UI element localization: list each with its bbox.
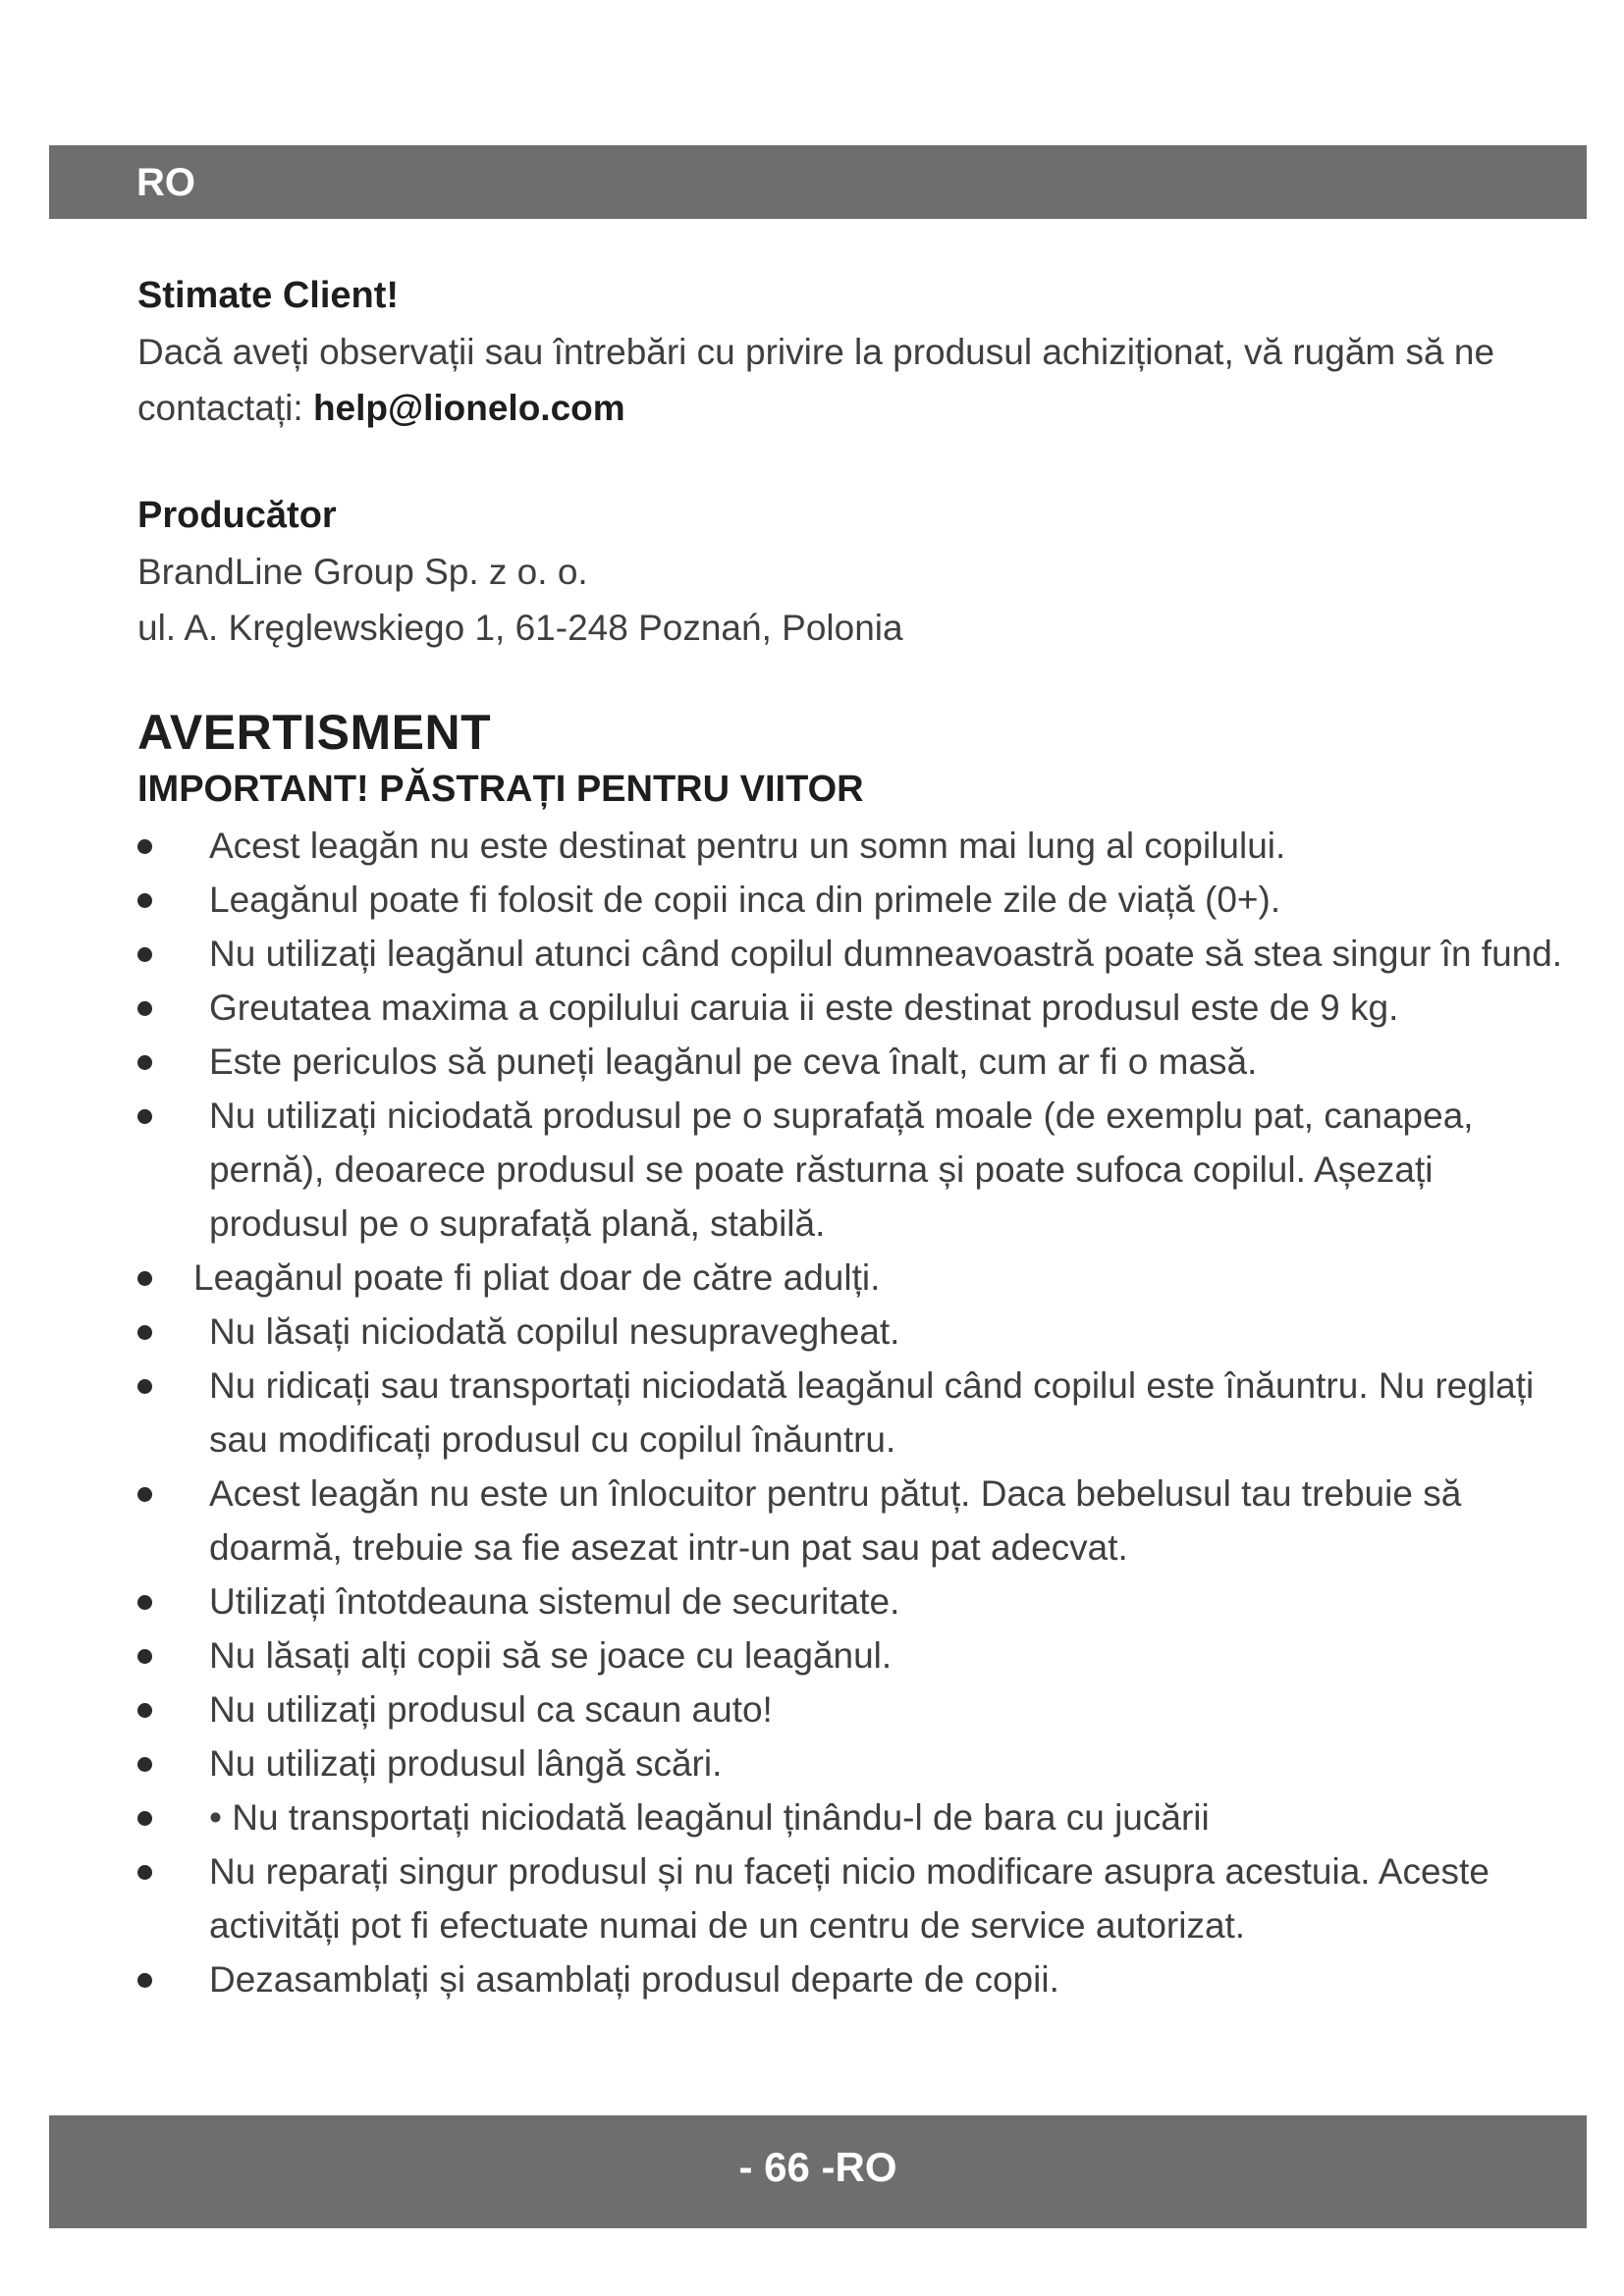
page-number: - 66 -RO — [738, 2144, 897, 2190]
bullet-icon — [137, 1271, 152, 1286]
support-email-link[interactable]: help@lionelo.com — [312, 388, 625, 428]
greeting-body: Dacă aveți observații sau întrebări cu privire la produsul achiziționat, vă rugăm să ne contactați: — [137, 332, 1495, 428]
warning-title: AVERTISMENT — [137, 705, 492, 760]
bullet-icon — [137, 1379, 152, 1394]
bullet-icon — [137, 1325, 152, 1340]
bullet-icon — [137, 1973, 152, 1988]
warning-item: Nu lăsați alți copii să se joace cu leagănul. — [137, 1629, 1581, 1682]
language-label: RO — [136, 161, 195, 204]
bullet-icon — [137, 1757, 152, 1772]
bullet-icon — [137, 1811, 152, 1826]
warning-list — [137, 819, 1581, 2006]
manufacturer-company: BrandLine Group Sp. z o. o. — [137, 552, 588, 592]
manufacturer-address: ul. A. Kręglewskiego 1, 61-248 Poznań, Polonia — [137, 608, 903, 648]
bullet-icon — [137, 1001, 152, 1016]
warning-item: • Nu transportați niciodată leagănul ținându-l de bara cu jucării — [137, 1790, 1581, 1844]
greeting-title: Stimate Client! — [137, 275, 400, 316]
warning-item: Acest leagăn nu este destinat pentru un somn mai lung al copilului. — [137, 819, 1581, 873]
manufacturer-title: Producător — [137, 495, 337, 536]
warning-subtitle: IMPORTANT! PĂSTRAȚI PENTRU VIITOR — [137, 769, 864, 810]
warning-item: Nu utilizați niciodată produsul pe o suprafață moale (de exemplu pat, canapea, pernă), deoarece produsul se poate răsturna și poate sufoca copilul. Așezați produsul pe o suprafață plană, stabilă. — [137, 1089, 1581, 1251]
footer-bar — [49, 2115, 1587, 2228]
warning-item: Leagănul poate fi folosit de copii inca din primele zile de viață (0+). — [137, 873, 1581, 927]
warning-item: Nu utilizați produsul lângă scări. — [137, 1736, 1581, 1790]
warning-item: Nu utilizați leagănul atunci când copilul dumneavoastră poate să stea singur în fund. — [137, 927, 1581, 981]
greeting-text — [137, 324, 1581, 436]
bullet-icon — [137, 1595, 152, 1610]
bullet-icon — [137, 1055, 152, 1070]
header-bar — [49, 145, 1587, 219]
bullet-icon — [137, 1649, 152, 1664]
bullet-icon — [137, 1865, 152, 1880]
warning-item: Nu utilizați produsul ca scaun auto! — [137, 1682, 1581, 1736]
warning-item: Greutatea maxima a copilului caruia ii este destinat produsul este de 9 kg. — [137, 981, 1581, 1035]
warning-item: Leagănul poate fi pliat doar de către adulți. — [137, 1251, 1581, 1305]
bullet-icon — [137, 893, 152, 908]
warning-item: Este periculos să puneți leagănul pe ceva înalt, cum ar fi o masă. — [137, 1035, 1581, 1089]
warning-item: Nu lăsați niciodată copilul nesupravegheat. — [137, 1305, 1581, 1359]
bullet-icon — [137, 1487, 152, 1502]
warning-item: Utilizați întotdeauna sistemul de securitate. — [137, 1575, 1581, 1629]
bullet-icon — [137, 1109, 152, 1124]
page-content — [137, 267, 1581, 2006]
warning-item: Nu ridicați sau transportați niciodată leagănul când copilul este înăuntru. Nu reglați sau modificați produsul cu copilul înăuntru. — [137, 1359, 1581, 1467]
warning-item: Acest leagăn nu este un înlocuitor pentru pătuț. Daca bebelusul tau trebuie să doarmă, trebuie sa fie asezat intr-un pat sau pat adecvat. — [137, 1467, 1581, 1575]
bullet-icon — [137, 839, 152, 854]
bullet-icon — [137, 1703, 152, 1718]
warning-item: Nu reparați singur produsul și nu faceți nicio modificare asupra acestuia. Aceste activități pot fi efectuate numai de un centru de service autorizat. — [137, 1844, 1581, 1952]
bullet-icon — [137, 947, 152, 962]
warning-item: Dezasamblați și asamblați produsul departe de copii. — [137, 1952, 1581, 2006]
